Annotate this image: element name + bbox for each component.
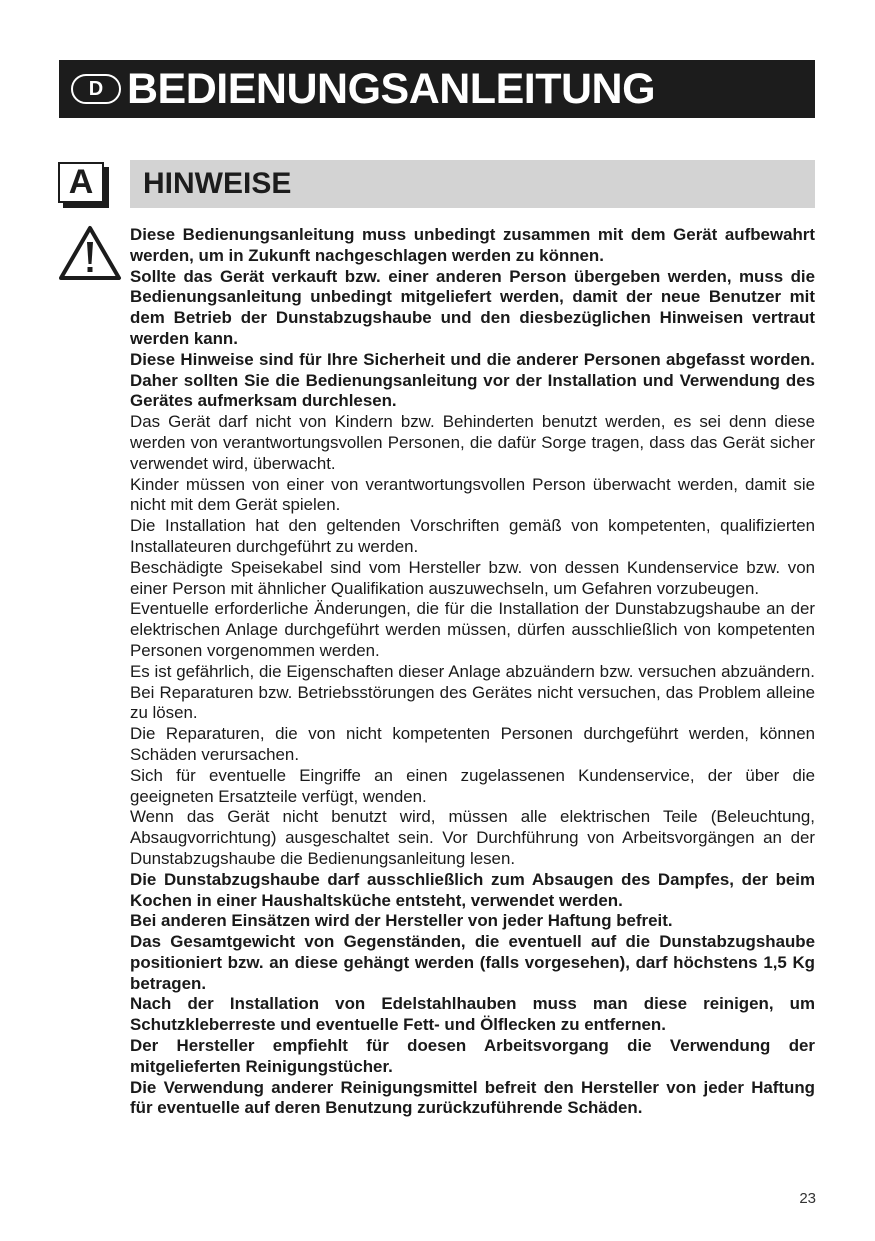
paragraph: Bei anderen Einsätzen wird der Hersteller von jeder Haftung befreit. [130,911,673,931]
paragraph: Die Dunstabzugshaube darf ausschließlich zum Absaugen des Dampfes, der beim Kochen in einer Haushaltsküche entsteht, verwendet werden. [130,869,815,910]
language-badge: D [71,74,121,104]
section-letter-box [58,162,110,208]
paragraph: Nach der Installation von Edelstahlhauben muss man diese reinigen, um Schutzkleberreste und eventuelle Fett- und Ölflecken zu entfernen. [130,994,815,1035]
paragraph: Sollte das Gerät verkauft bzw. einer anderen Person übergeben werden, muss die Bedienungsanleitung unbedingt mitgeliefert werden, damit der neue Benutzer mit dem Betrieb der Dunstabzugshaube und den diesbezüglichen Hinweisen vertraut werden kann. [130,266,815,348]
paragraph: Eventuelle erforderliche Änderungen, die für die Installation der Dunstabzugshaube an der elektrischen Anlage durchgeführt werden müssen, dürfen ausschließlich von kompetenten Personen vorgenommen werden. [130,599,815,660]
paragraph: Beschädigte Speisekabel sind vom Hersteller bzw. von dessen Kundenservice bzw. von einer Person mit ähnlicher Qualifikation auszuwechseln, um Gefahren vorzubeugen. [130,557,815,598]
section-header [130,160,815,208]
paragraph: Das Gesamtgewicht von Gegenständen, die eventuell auf die Dunstabzugshaube positioniert bzw. an diese gehängt werden (falls vorgesehen), darf höchstens 1,5 Kg betragen. [130,932,815,993]
section-letter: A [58,162,104,203]
paragraph: Kinder müssen von einer von verantwortungsvollen Person überwacht werden, damit sie nicht mit dem Gerät spielen. [130,474,815,515]
paragraph: Sich für eventuelle Eingriffe an einen zugelassenen Kundenservice, der über die geeigneten Ersatzteile verfügt, wenden. [130,765,815,806]
paragraph: Die Reparaturen, die von nicht kompetenten Personen durchgeführt werden, können Schäden verursachen. [130,724,815,764]
paragraph: Diese Bedienungsanleitung muss unbedingt zusammen mit dem Gerät aufbewahrt werden, um in Zukunft nachgeschlagen werden zu können. [130,225,815,265]
paragraph: Es ist gefährlich, die Eigenschaften dieser Anlage abzuändern bzw. versuchen abzuändern. Bei Reparaturen bzw. Betriebsstörungen des Gerätes nicht versuchen, das Problem alleine zu lösen. [130,661,815,723]
page-title: BEDIENUNGSANLEITUNG [127,64,656,113]
page-number: 23 [799,1190,816,1207]
paragraph: Das Gerät darf nicht von Kindern bzw. Behinderten benutzt werden, es sei denn diese werden von verantwortungsvollen Personen, die dafür Sorge tragen, dass das Gerät sicher verwendet wird, überwacht. [130,412,815,473]
section-title: HINWEISE [143,167,292,200]
paragraph: Der Hersteller empfiehlt für doesen Arbeitsvorgang die Verwendung der mitgelieferten Reinigungstücher. [130,1036,815,1076]
title-bar [59,60,815,118]
paragraph: Diese Hinweise sind für Ihre Sicherheit und die anderer Personen abgefasst worden. Daher sollten Sie die Bedienungsanleitung vor der Installation und Verwendung des Gerätes aufmerksam durchlesen. [130,349,815,411]
instructions-body [130,225,815,1119]
warning-icon [58,225,122,281]
paragraph: Die Installation hat den geltenden Vorschriften gemäß von kompetenten, qualifizierten Installateuren durchgeführt zu werden. [130,516,815,556]
paragraph: Die Verwendung anderer Reinigungsmittel befreit den Hersteller von jeder Haftung für eventuelle auf deren Benutzung zurückzuführende Schäden. [130,1077,815,1118]
paragraph: Wenn das Gerät nicht benutzt wird, müssen alle elektrischen Teile (Beleuchtung, Absaugvorrichtung) ausgeschaltet sein. Vor Durchführung von Arbeitsvorgängen an der Dunstabzugshaube die Bedienungsanleitung lesen. [130,807,815,868]
